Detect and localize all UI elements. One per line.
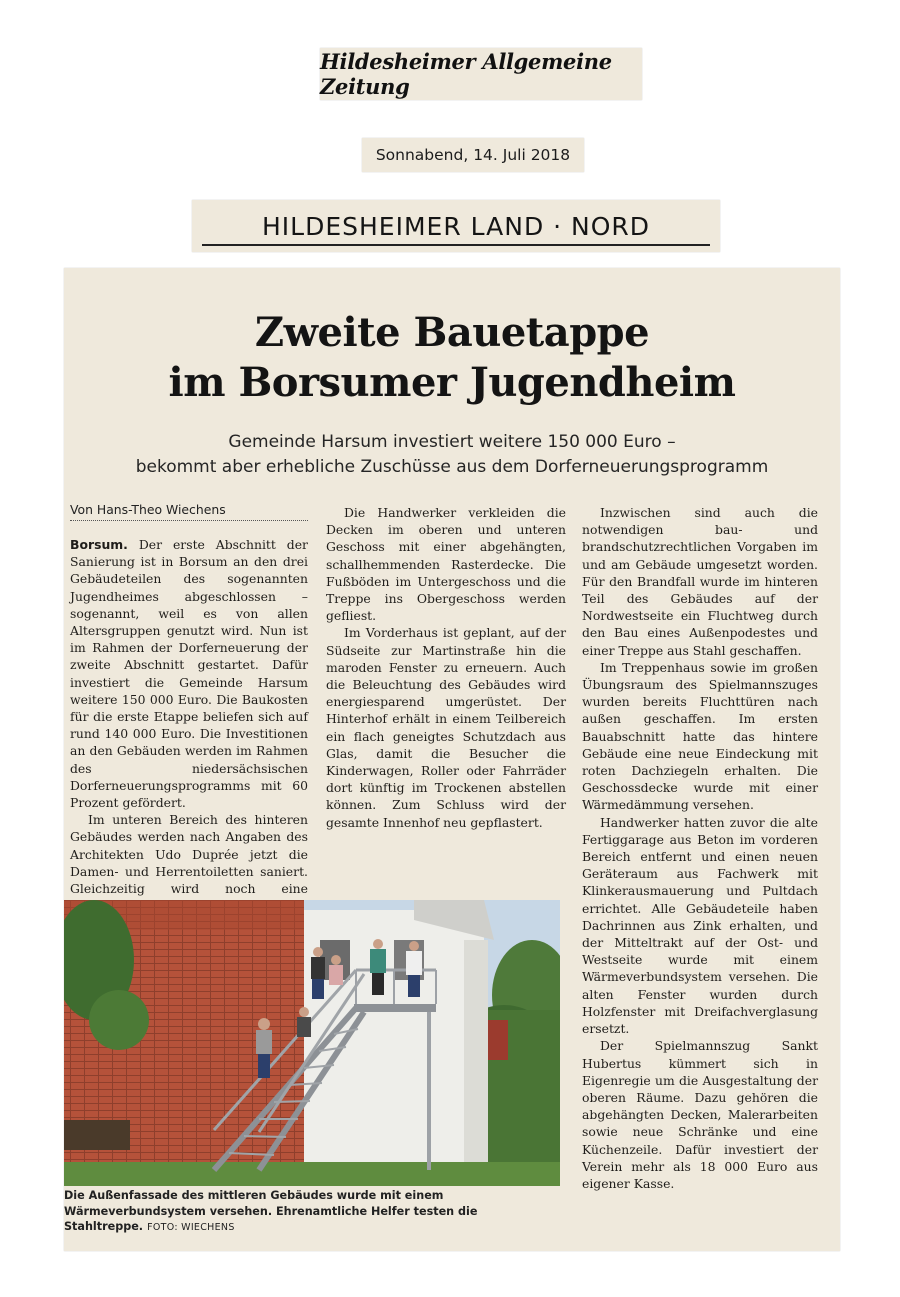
paragraph-text: Der erste Abschnitt der Sanierung ist in Borsum an den drei Gebäudeteilen des sogenannten Jugendheimes abgeschlossen – sogenannt, weil es von allen Altersgruppen genutzt wird. Nun ist im Rahmen der Dorferneuerung der zweite Abschnitt gestartet. Dafür investiert die Gemeinde Harsum weitere 150 000 Euro. Die Baukosten für die erste Etappe beliefen sich auf rund 140 000 Euro. Die Investitionen an den Gebäuden werden im Rahmen des niedersächsischen Dorferneuerungsprogramms mit 60 Prozent gefördert. — [70, 537, 308, 811]
byline-block — [70, 502, 308, 527]
section-clipping — [192, 200, 720, 252]
article-clipping — [64, 268, 840, 1251]
article-photo — [64, 900, 560, 1186]
article-subheadline — [74, 430, 830, 480]
newspaper-masthead: Hildesheimer Allgemeine Zeitung — [320, 49, 612, 99]
caption-text: Die Außenfassade des mittleren Gebäudes wurde mit einem Wärmeverbundsystem versehen. Ehrenamtliche Helfer testen die Stahltreppe. — [64, 1189, 478, 1233]
article-headline — [64, 308, 840, 408]
photo-credit: FOTO: WIECHENS — [147, 1222, 235, 1233]
paragraph: Inzwischen sind auch die notwendigen bau- und brandschutzrechtlichen Vorgaben im und am Gebäude umgesetzt worden. Für den Brandfall wurde im hinteren Teil des Gebäudes auf der Nordwestseite ein Fluchtweg durch den Bau eines Außenpodestes und einer Treppe aus Stahl geschaffen. — [582, 505, 818, 658]
paragraph: Handwerker hatten zuvor die alte Fertiggarage aus Beton im vorderen Bereich entfernt und einen neuen Geräteraum aus Fachwerk mit Klinkerausmauerung und Pultdach errichtet. Alle Gebäudeteile haben Dachrinnen aus Zink erhalten, und der Mitteltrakt auf der Ost- und Westseite wurde mit einem Wärmeverbundsystem versehen. Die alten Fenster wurden durch Holzfenster mit Dreifachverglasung ersetzt. — [582, 814, 818, 1037]
date-clipping — [362, 138, 584, 172]
subheadline-line-1: Gemeinde Harsum investiert weitere 150 000 Euro – — [228, 432, 676, 452]
photo-caption — [64, 1188, 560, 1236]
paragraph: Im Treppenhaus sowie im großen Übungsraum des Spielmannszuges wurden bereits Fluchttüren nach außen geschaffen. Im ersten Bauabschnitt hatte das hintere Gebäude eine neue Eindeckung mit roten Dachziegeln erhalten. Die Geschossdecke wurde mit einer Wärmedämmung versehen. — [582, 659, 818, 813]
paragraph: Der Spielmannszug Sankt Hubertus kümmert sich in Eigenregie um die Ausgestaltung der oberen Räume. Dazu gehören die abgehängten Decken, Malerarbeiten sowie neue Schränke und eine Küchenzeile. Dafür investiert der Verein mehr als 18 000 Euro aus eigener Kasse. — [582, 1038, 818, 1191]
photo-illustration — [64, 900, 560, 1186]
masthead-clipping — [320, 48, 642, 100]
article-column-3 — [582, 504, 818, 1192]
dateline: Borsum. — [70, 537, 128, 552]
headline-line-2: im Borsumer Jugendheim — [168, 359, 736, 406]
section-rule — [202, 244, 710, 246]
paragraph: Im Vorderhaus ist geplant, auf der Südseite zur Martinstraße hin die maroden Fenster zu erneuern. Auch die Beleuchtung des Gebäudes wird energiesparend umgerüstet. Der Hinterhof erhält in einem Teilbereich ein flach geneigtes Schutzdach aus Glas, damit die Besucher die Kinderwagen, Roller oder Fahrräder dort künftig im Trockenen abstellen können. Zum Schluss wird der gesamte Innenhof neu gepflastert. — [326, 625, 566, 830]
article-column-2 — [326, 504, 566, 831]
headline-line-1: Zweite Bauetappe — [254, 309, 650, 356]
paragraph — [70, 536, 308, 811]
byline: Von Hans-Theo Wiechens — [70, 502, 308, 521]
subheadline-line-2: bekommt aber erhebliche Zuschüsse aus dem Dorferneuerungsprogramm — [135, 457, 769, 477]
issue-date: Sonnabend, 14. Juli 2018 — [375, 146, 571, 164]
paragraph: Die Handwerker verkleiden die Decken im oberen und unteren Geschoss mit einer abgehängten, schallhemmenden Rasterdecke. Die Fußböden im Untergeschoss und die Treppe ins Obergeschoss werden gefliest. — [326, 505, 566, 624]
section-label: HILDESHEIMER LAND · NORD — [261, 211, 651, 241]
paragraph: Im unteren Bereich des hinteren Gebäudes werden nach Angaben des Architekten Udo Duprée jetzt die Damen- und Herrentoiletten saniert. Gleichzeitig wird noch eine — [70, 812, 308, 897]
